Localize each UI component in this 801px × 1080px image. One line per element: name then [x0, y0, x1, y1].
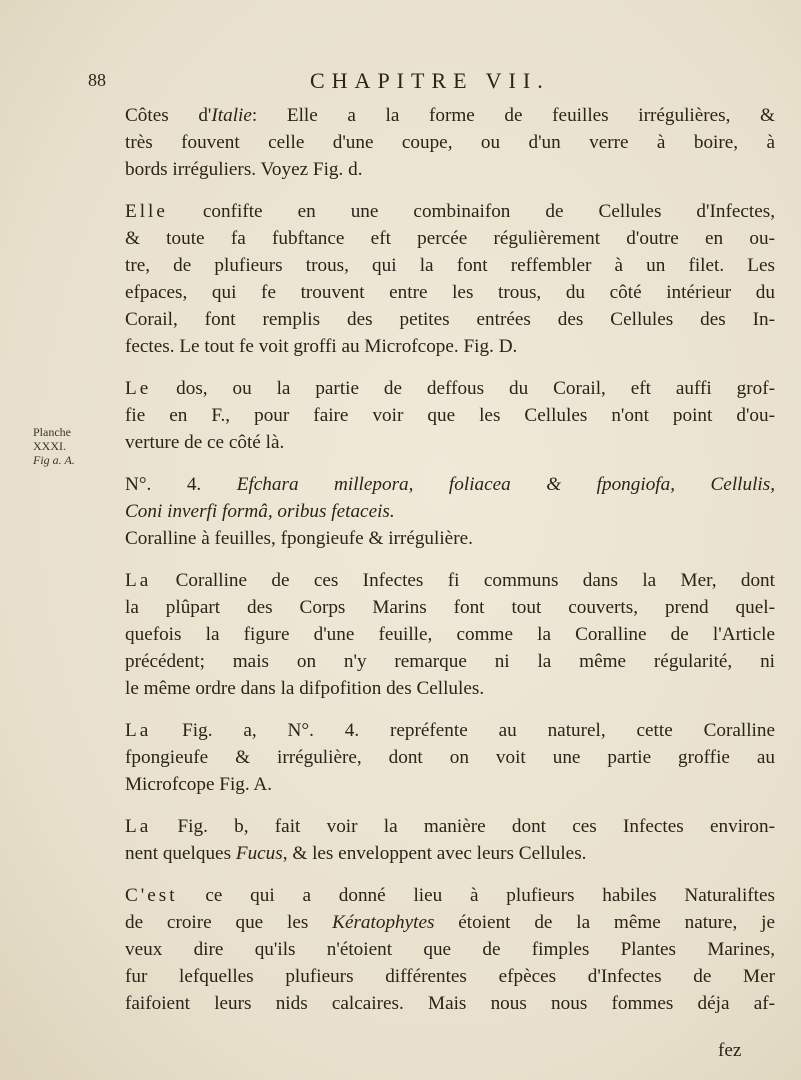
text-line: quefois la figure d'une feuille, comme la Coralline de l'Article: [125, 624, 775, 645]
text-line: [125, 471, 775, 498]
text-line: tre, de plufieurs trous, qui la font reffembler à un filet. Les: [125, 255, 775, 276]
margin-note-line: Planche: [33, 425, 71, 439]
text-run: dos, ou la partie de deffous du Corail, eft auffi grof-: [151, 378, 775, 399]
text-line: fectes. Le tout fe voit groffi au Microfcope. Fig. D.: [125, 336, 518, 357]
text-line: fur lefquelles plufieurs différentes efpèces d'Infectes de Mer: [125, 966, 775, 987]
text-line: bords irréguliers. Voyez Fig. d.: [125, 159, 363, 180]
text-line: fpongieufe & irrégulière, dont on voit une partie groffie au: [125, 747, 775, 768]
text-line: faifoient leurs nids calcaires. Mais nous nous fommes déja af-: [125, 993, 775, 1014]
margin-note-line: Fig a. A.: [33, 453, 75, 467]
text-run: nent quelques: [125, 843, 236, 864]
paragraph: [125, 102, 775, 183]
body-text: [125, 102, 775, 1032]
text-run: Coralline de ces Infectes fi communs dans la Mer, dont: [151, 570, 775, 591]
paragraph-lead: La: [125, 720, 152, 741]
paragraph-lead: Le: [125, 378, 152, 399]
text-run: : Elle a la forme de feuilles irrégulières, &: [251, 105, 775, 126]
text-run: Côtes d': [125, 105, 212, 126]
text-run-italic: Kératophytes: [332, 912, 435, 933]
text-line: Coni inverfi formâ, oribus fetaceis.: [125, 501, 395, 522]
paragraph: [125, 375, 775, 456]
text-line: Microfcope Fig. A.: [125, 774, 273, 795]
text-run: ce qui a donné lieu à plufieurs habiles Naturaliftes: [177, 885, 775, 906]
paragraph: [125, 471, 775, 552]
text-line: [125, 717, 775, 744]
text-run: Fig. a, N°. 4. repréfente au naturel, cette Coralline: [151, 720, 775, 741]
paragraph: [125, 813, 775, 867]
paragraph-lead: La: [125, 816, 152, 837]
page-number: 88: [88, 70, 106, 90]
paragraph: [125, 882, 775, 1017]
text-line: [125, 813, 775, 840]
paragraph: [125, 198, 775, 360]
paragraph: [125, 717, 775, 798]
text-line: Coralline à feuilles, fpongieufe & irrégulière.: [125, 528, 473, 549]
text-run: , & les enveloppent avec leurs Cellules.: [282, 843, 587, 864]
text-line: Corail, font remplis des petites entrées des Cellules des In-: [125, 309, 775, 330]
text-line: la plûpart des Corps Marins font tout couverts, prend quel-: [125, 597, 775, 618]
text-line: précédent; mais on n'y remarque ni la même régularité, ni: [125, 651, 775, 672]
margin-note-line: XXXI.: [33, 439, 66, 453]
paragraph-lead: La: [125, 570, 152, 591]
text-run-italic: Efchara millepora, foliacea & fpongiofa, Cellulis,: [236, 474, 776, 495]
text-line: [125, 567, 775, 594]
text-run-italic: Italie: [211, 105, 252, 126]
text-line: [125, 909, 775, 936]
text-line: [125, 198, 775, 225]
text-run: de croire que les: [125, 912, 333, 933]
text-line: fie en F., pour faire voir que les Cellules n'ont point d'ou-: [125, 405, 775, 426]
catchword: fez: [718, 1040, 742, 1061]
text-line: verture de ce côté là.: [125, 432, 285, 453]
page-header: [88, 68, 768, 98]
text-run: N°. 4.: [125, 474, 237, 495]
paragraph-lead: Elle: [125, 201, 168, 222]
text-line: le même ordre dans la difpofition des Cellules.: [125, 678, 485, 699]
text-line: veux dire qu'ils n'étoient que de fimples Plantes Marines,: [125, 939, 775, 960]
text-line: [125, 840, 775, 867]
chapter-title: CHAPITRE VII.: [310, 68, 550, 93]
text-run: Fig. b, fait voir la manière dont ces Infectes environ-: [151, 816, 775, 837]
text-line: efpaces, qui fe trouvent entre les trous, du côté intérieur du: [125, 282, 775, 303]
text-run-italic: Fucus: [235, 843, 283, 864]
margin-note: [33, 425, 113, 467]
text-run: étoient de la même nature, je: [434, 912, 775, 933]
text-line: [125, 375, 775, 402]
paragraph: [125, 567, 775, 702]
text-line: [125, 102, 775, 129]
text-line: & toute fa fubftance eft percée régulièrement d'outre en ou-: [125, 228, 775, 249]
paragraph-lead: C'est: [125, 885, 178, 906]
text-line: très fouvent celle d'une coupe, ou d'un verre à boire, à: [125, 132, 775, 153]
text-line: [125, 882, 775, 909]
text-run: confifte en une combinaifon de Cellules d'Infectes,: [167, 201, 775, 222]
